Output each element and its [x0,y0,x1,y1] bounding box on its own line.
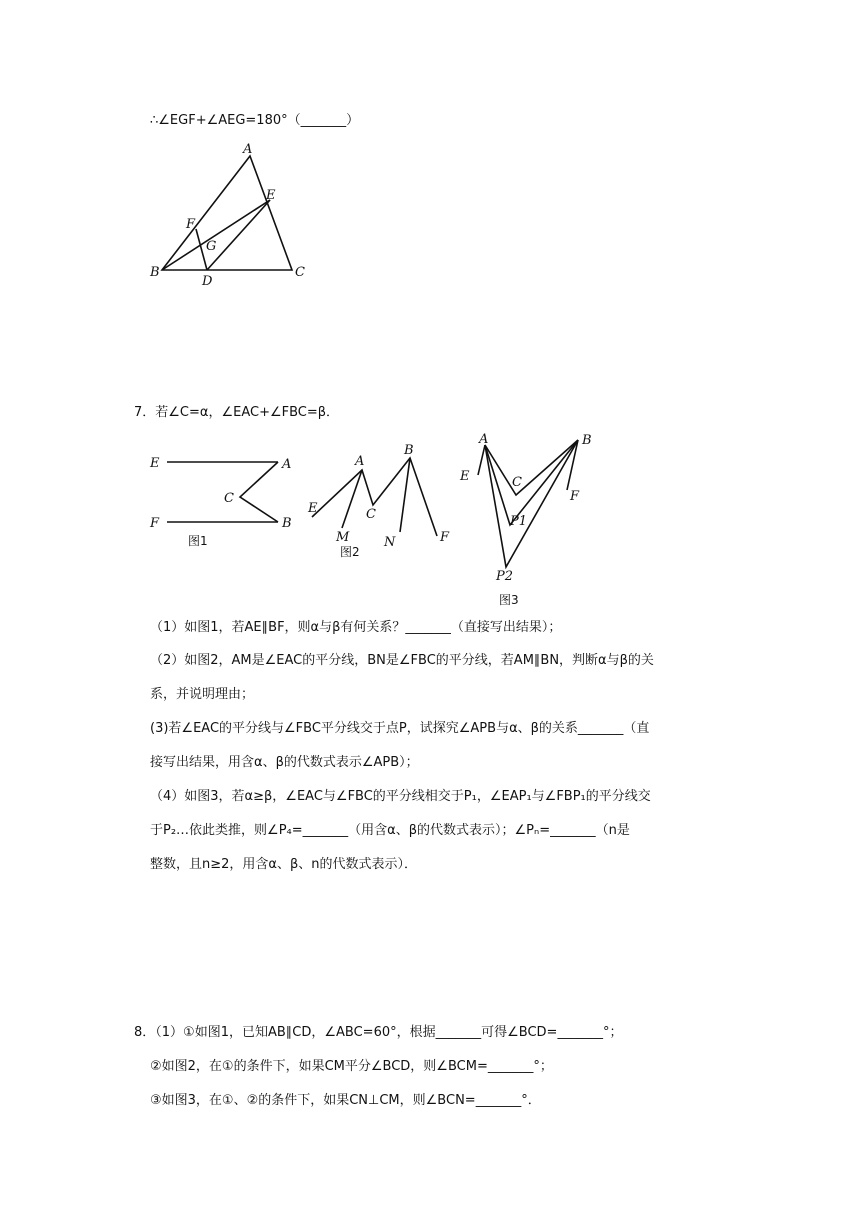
fig2-label-f: F [440,530,450,545]
ray-ae [478,445,485,475]
triangle-abc [162,156,292,270]
fig3-label-p2: P2 [496,569,514,584]
fig2-label-e: E [308,501,318,516]
label-g: G [206,239,217,254]
fig2-label-n: N [384,535,396,550]
q7-line-8: 整数，且n≥2，用含α、β、n的代数式表示）． [150,857,418,872]
q8-line-2: ②如图2，在①的条件下，如果CM平分∠BCD，则∠BCM=_______°； [150,1059,553,1074]
fig1-label-e: E [150,456,160,471]
fig3-caption: 图3 [499,593,519,607]
label-a: A [243,142,253,157]
polyline-acb [240,462,278,522]
fig1-label-c: C [224,491,234,506]
q7-line-4: (3)若∠EAC的平分线与∠FBC平分线交于点P，试探究∠APB与α、β的关系_______（直 [150,721,650,736]
polyline-a-p2-b [485,440,578,567]
q8-line-3: ③如图3，在①、②的条件下，如果CN⊥CM，则∠BCN=_______°． [150,1093,541,1108]
fig2-label-a: A [355,454,365,469]
q7-figure-1 [149,456,292,548]
label-d: D [202,274,213,289]
fig1-caption: 图1 [188,534,208,548]
fig3-label-f: F [570,489,580,504]
fig3-label-c: C [512,475,522,490]
q7-title: 7．若∠C=α，∠EAC+∠FBC=β． [134,405,340,420]
fig2-caption: 图2 [340,545,360,559]
fig2-label-m: M [336,530,350,545]
q8-line-1: 8．（1）①如图1，已知AB∥CD，∠ABC=60°，根据_______可得∠BCD=_______°； [134,1025,623,1040]
fig1-label-f: F [150,516,160,531]
proof-conclusion-line: ∴∠EGF+∠AEG=180°（_______） [150,113,360,128]
label-b: B [150,265,160,280]
polyline-acb [485,440,578,495]
q7-line-5: 接写出结果，用含α、β的代数式表示∠APB）； [150,755,419,770]
q7-line-1: （1）如图1，若AE∥BF，则α与β有何关系？_______（直接写出结果）； [150,620,562,635]
label-e: E [266,188,276,203]
q7-figure-2 [307,443,450,559]
q7-line-6: （4）如图3，若α≥β，∠EAC与∠FBC的平分线相交于P₁，∠EAP₁与∠FBP₁的平分线交 [150,789,651,804]
q7-line-7: 于P₂…依此类推，则∠P₄=_______（用含α、β的代数式表示）；∠Pₙ=_______（n是 [150,823,630,838]
fig3-label-a: A [479,432,489,447]
fig2-label-c: C [366,507,376,522]
fig3-label-b: B [582,433,592,448]
q7-line-2: （2）如图2，AM是∠EAC的平分线，BN是∠FBC的平分线，若AM∥BN，判断α与β的关 [150,653,654,668]
fig2-label-b: B [404,443,414,458]
fig3-label-p1: P1 [510,514,528,529]
polyline-e-a-c-b-f [312,458,437,536]
triangle-figure [149,142,305,289]
label-f: F [186,217,196,232]
q7-line-3: 系，并说明理由； [150,687,255,702]
label-c: C [295,265,305,280]
fig1-label-a: A [282,457,292,472]
q7-figure-3 [459,432,592,607]
fig3-label-e: E [460,469,470,484]
fig1-label-b: B [282,516,292,531]
